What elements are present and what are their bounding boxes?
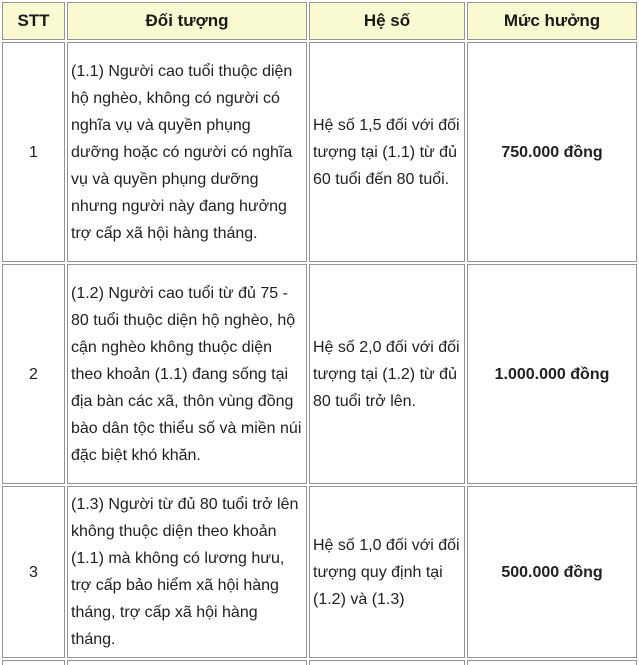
cell-muc-huong: 500.000 đồng (467, 486, 637, 658)
header-cell-stt: STT (2, 2, 65, 40)
cell-doi-tuong: (1.3) Người từ đủ 80 tuổi trở lên không thuộc diện theo khoản (1.1) mà không có lương hưu, trợ cấp bảo hiểm xã hội hàng tháng, trợ cấp xã hội hàng tháng. (67, 486, 307, 658)
cell-muc-huong: 1.000.000 đồng (467, 264, 637, 484)
header-row (2, 2, 637, 40)
table-row (2, 486, 637, 658)
cell-doi-tuong (67, 660, 307, 665)
cell-he-so: Hệ số 1,0 đối với đối tượng quy định tại (1.2) và (1.3) (309, 486, 465, 658)
table-row-partial (2, 660, 637, 665)
table-row (2, 264, 637, 484)
cell-doi-tuong: (1.1) Người cao tuổi thuộc diện hộ nghèo, không có người có nghĩa vụ và quyền phụng dưỡng hoặc có người có nghĩa vụ và quyền phụng dưỡng nhưng người này đang hưởng trợ cấp xã hội hàng tháng. (67, 42, 307, 262)
cell-he-so: Hệ số 2,0 đối với đối tượng tại (1.2) từ đủ 80 tuổi trở lên. (309, 264, 465, 484)
cell-stt: 3 (2, 486, 65, 658)
header-cell-doi-tuong: Đối tượng (67, 2, 307, 40)
header-cell-muc-huong: Mức hưởng (467, 2, 637, 40)
cell-muc-huong: 750.000 đồng (467, 42, 637, 262)
cell-stt: 2 (2, 264, 65, 484)
cell-stt: 1 (2, 42, 65, 262)
cell-stt (2, 660, 65, 665)
cell-muc-huong (467, 660, 637, 665)
header-cell-he-so: Hệ số (309, 2, 465, 40)
table-row (2, 42, 637, 262)
cell-he-so (309, 660, 465, 665)
cell-he-so: Hệ số 1,5 đối với đối tượng tại (1.1) từ đủ 60 tuổi đến 80 tuổi. (309, 42, 465, 262)
cell-doi-tuong: (1.2) Người cao tuổi từ đủ 75 - 80 tuổi thuộc diện hộ nghèo, hộ cận nghèo không thuộc diện theo khoản (1.1) đang sống tại địa bàn các xã, thôn vùng đồng bào dân tộc thiểu số và miền núi đặc biệt khó khăn. (67, 264, 307, 484)
